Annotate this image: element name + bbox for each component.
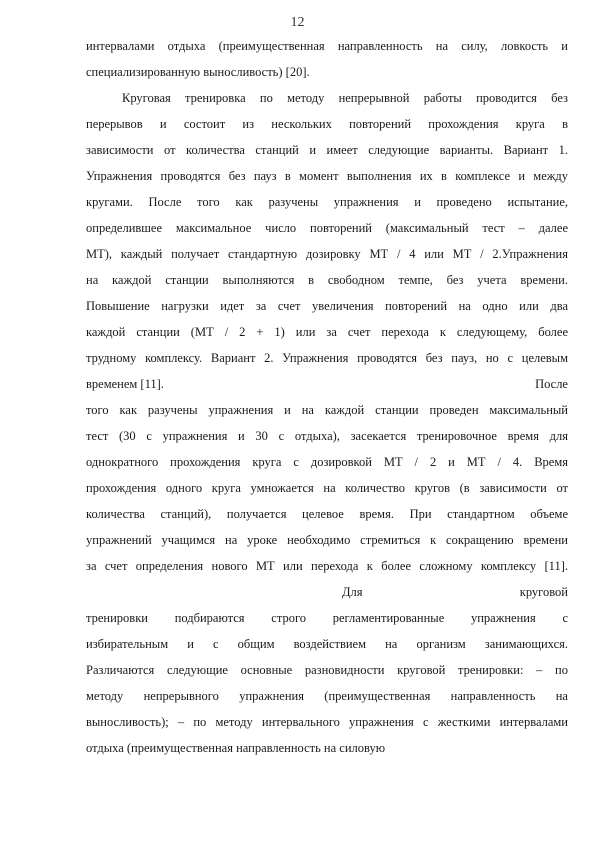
text-line: кругами. После того как разучены упражнения и проведено испытание, <box>86 195 568 209</box>
text-fragment: Для <box>342 585 363 599</box>
text-line: определившее максимальное число повторений (максимальный тест – далее <box>86 221 568 235</box>
paragraph-first-line: Круговая тренировка по методу непрерывной работы проводится без <box>122 91 568 105</box>
text-fragment: временем [11]. <box>86 377 164 391</box>
text-line: зависимости от количества станций и имеет следующие варианты. Вариант 1. <box>86 143 568 157</box>
body-text <box>86 33 568 761</box>
text-line: тест (30 с упражнения и 30 с отдыха), засекается тренировочное время для <box>86 429 568 443</box>
text-line: упражнений учащимся на уроке необходимо стремиться к сокращению времени <box>86 533 568 547</box>
text-line: методу непрерывного упражнения (преимущественная направленность на <box>86 689 568 703</box>
text-line: однократного прохождения круга с дозировкой МТ / 2 и МТ / 4. Время <box>86 455 568 469</box>
text-line: тренировки подбираются строго регламентированные упражнения с <box>86 611 568 625</box>
text-line: Различаются следующие основные разновидности круговой тренировки: – по <box>86 663 568 677</box>
text-line: Упражнения проводятся без пауз в момент выполнения их в комплексе и между <box>86 169 568 183</box>
text-line: количества станций), получается целевое время. При стандартном объеме <box>86 507 568 521</box>
text-line: каждой станции (МТ / 2 + 1) или за счет перехода к следующему, более <box>86 325 568 339</box>
text-line: Повышение нагрузки идет за счет увеличения повторений на одно или два <box>86 299 568 313</box>
text-line: выносливость); – по методу интервального упражнения с жесткими интервалами <box>86 715 568 729</box>
text-fragment: После <box>535 377 568 391</box>
text-line-split <box>86 579 568 605</box>
text-line: за счет определения нового МТ или перехода к более сложному комплексу [11]. <box>86 559 568 573</box>
text-line: специализированную выносливость) [20]. <box>86 65 310 79</box>
text-line: на каждой станции выполняются в свободном темпе, без учета времени. <box>86 273 568 287</box>
text-line-split <box>86 371 568 397</box>
text-line: перерывов и состоит из нескольких повторений прохождения круга в <box>86 117 568 131</box>
text-line: прохождения одного круга умножается на количество кругов (в зависимости от <box>86 481 568 495</box>
text-line: того как разучены упражнения и на каждой станции проведен максимальный <box>86 403 568 417</box>
text-fragment: круговой <box>519 585 568 599</box>
page-number: 12 <box>290 15 305 30</box>
text-line: трудному комплексу. Вариант 2. Упражнения проводятся без пауз, но с целевым <box>86 351 568 365</box>
text-line: МТ), каждый получает стандартную дозировку МТ / 4 или МТ / 2.Упражнения <box>86 247 568 261</box>
text-line: отдыха (преимущественная направленность на силовую <box>86 741 386 755</box>
text-line: избирательным и с общим воздействием на организм занимающихся. <box>86 637 568 651</box>
text-line: интервалами отдыха (преимущественная направленность на силу, ловкость и <box>86 39 568 53</box>
